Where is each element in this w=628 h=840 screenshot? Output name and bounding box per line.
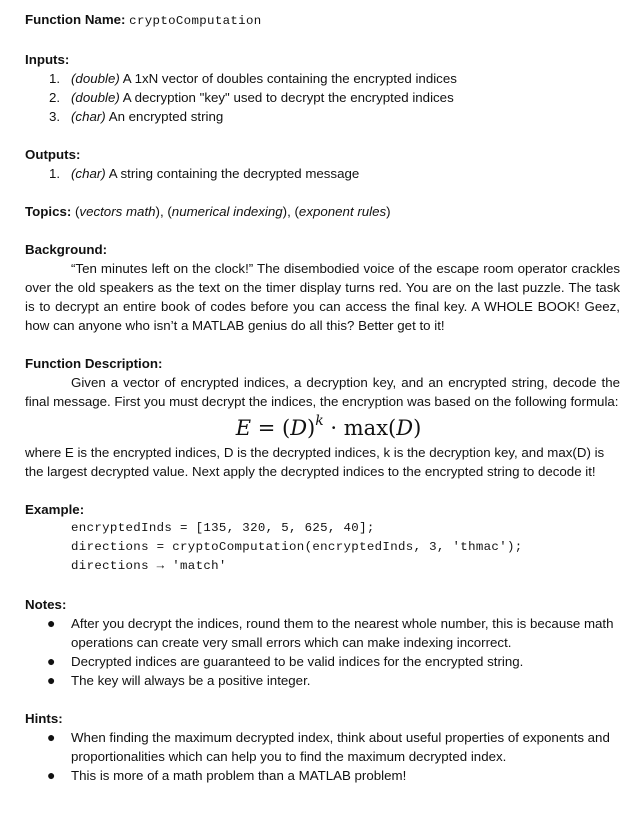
bullet-icon: ●: [47, 653, 56, 669]
function-name-value: cryptoComputation: [129, 14, 262, 28]
bullet-icon: ●: [47, 729, 56, 745]
background-section: [25, 240, 620, 335]
code-line: encryptedInds = [135, 320, 5, 625, 40];: [71, 521, 375, 535]
topic-vectors-math: vectors math: [79, 204, 156, 219]
description-after-formula: where E is the encrypted indices, D is the decrypted indices, k is the decryption key, and max(D) is the largest decrypted value. Next apply the decrypted indices to the encrypted string to decode it!: [25, 445, 605, 479]
encryption-formula: $E = (D)^k \cdot \max(D)$: [235, 413, 422, 440]
outputs-list: [25, 164, 620, 183]
list-item: 3. (char) An encrypted string: [49, 109, 224, 124]
topic-numerical-indexing: numerical indexing: [171, 204, 283, 219]
outputs-section: [25, 145, 620, 183]
inputs-list: [25, 69, 620, 126]
inputs-heading: Inputs:: [25, 52, 70, 67]
list-item: ● The key will always be a positive integer.: [47, 672, 311, 688]
topics-section: Topics: (vectors math), (numerical indexing), (exponent rules): [25, 204, 391, 219]
notes-list: [25, 614, 620, 690]
description-section: [25, 354, 620, 481]
background-paragraph: “Ten minutes left on the clock!” The disembodied voice of the escape room operator crackles over the old speakers as the text on the timer display turns red. You are on the last puzzle. The task is to decrypt an entire book of codes before you can access the final key. A WHOLE BOOK! Geez, how can anyone who isn’t a MATLAB genius do all this? Better get to it!: [25, 261, 620, 333]
list-item: 1. (double) A 1xN vector of doubles containing the encrypted indices: [49, 71, 457, 86]
hints-section: [25, 709, 620, 785]
notes-section: [25, 595, 620, 690]
description-heading: Function Description:: [25, 356, 163, 371]
list-item: ● When finding the maximum decrypted index, think about useful properties of exponents and proportionalities which can help you to find the maximum decrypted index.: [47, 729, 610, 764]
list-item: ● After you decrypt the indices, round them to the nearest whole number, this is because math operations can create very small errors which can make indexing incorrect.: [47, 615, 614, 650]
description-paragraph: Given a vector of encrypted indices, a decryption key, and an encrypted string, decode the final message. First you must decrypt the indices, the encryption was based on the following formula:: [25, 375, 620, 409]
list-item: 1. (char) A string containing the decrypted message: [49, 166, 360, 181]
outputs-heading: Outputs:: [25, 147, 81, 162]
example-code-block: [25, 519, 620, 576]
topics-label: Topics:: [25, 204, 72, 219]
list-item: ● Decrypted indices are guaranteed to be valid indices for the encrypted string.: [47, 653, 524, 669]
example-section: [25, 500, 620, 576]
formula-exponent: k: [315, 413, 324, 429]
function-name-label: Function Name:: [25, 12, 126, 27]
inputs-section: [25, 50, 620, 126]
list-item: ● This is more of a math problem than a MATLAB problem!: [47, 767, 407, 783]
function-name-section: [25, 10, 620, 31]
example-heading: Example:: [25, 502, 85, 517]
code-line: directions = cryptoComputation(encryptedInds, 3, 'thmac');: [71, 540, 523, 554]
code-line: directions → 'match': [71, 559, 227, 573]
bullet-icon: ●: [47, 767, 56, 783]
hints-list: [25, 728, 620, 785]
document-page: [25, 10, 620, 785]
topic-exponent-rules: exponent rules: [298, 204, 387, 219]
background-heading: Background:: [25, 242, 108, 257]
bullet-icon: ●: [47, 672, 56, 688]
list-item: 2. (double) A decryption "key" used to decrypt the encrypted indices: [49, 90, 454, 105]
hints-heading: Hints:: [25, 711, 63, 726]
bullet-icon: ●: [47, 615, 56, 631]
notes-heading: Notes:: [25, 597, 67, 612]
